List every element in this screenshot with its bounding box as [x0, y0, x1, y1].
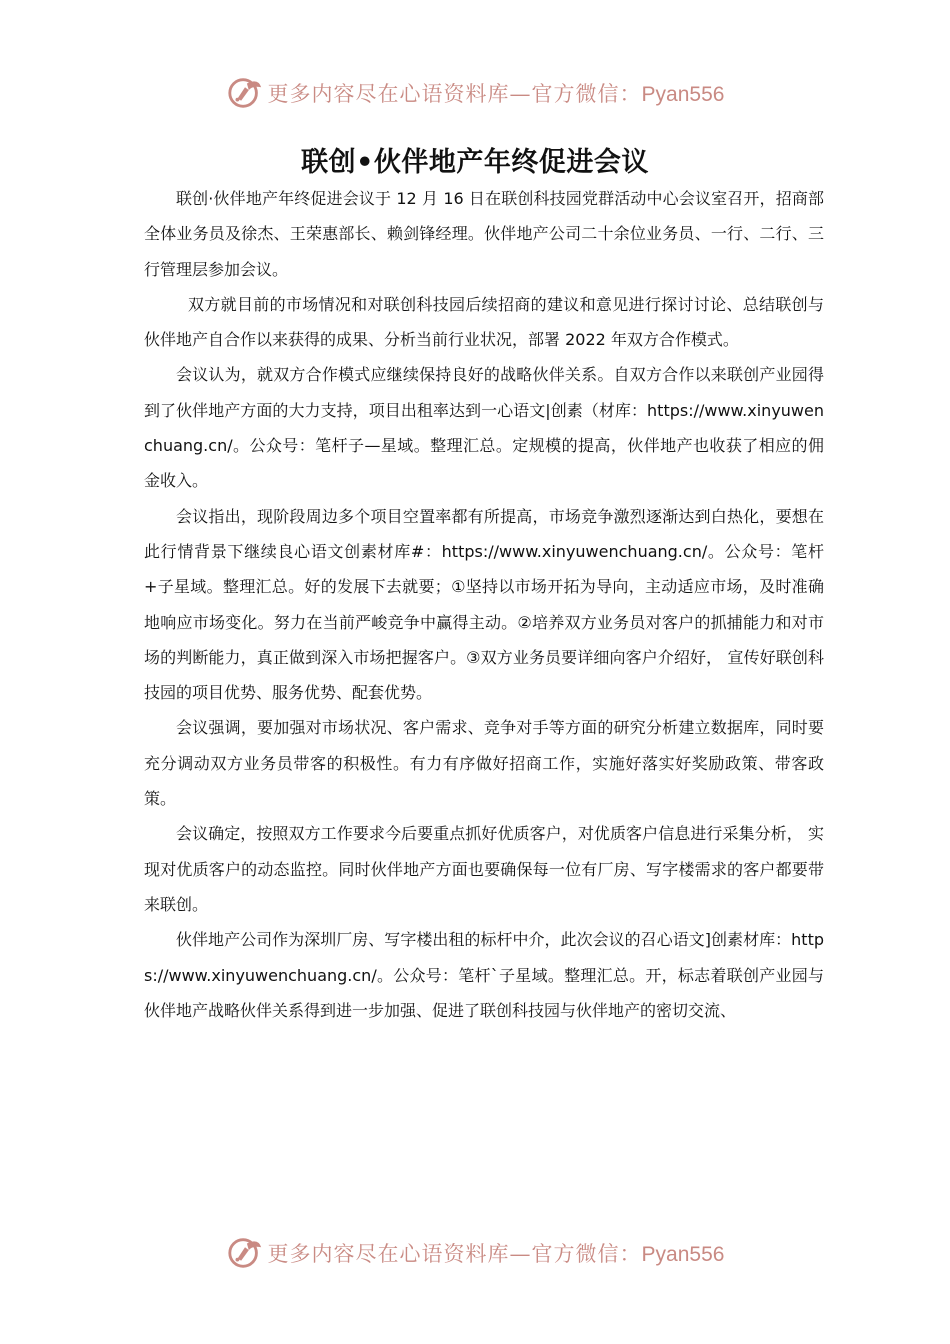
footer-watermark	[0, 1233, 950, 1273]
paragraph-7: 伙伴地产公司作为深圳厂房、写字楼出租的标杆中介，此次会议的召心语文]创素材库：https://www.xinyuwenchuang.cn/。公众号：笔杆`子星域。整理汇总。开，标志着联创产业园与伙伴地产战略伙伴关系得到进一步加强、促进了联创科技园与伙伴地产的密切交流、	[144, 930, 824, 1020]
document-title: 联创•伙伴地产年终促进会议	[301, 147, 649, 178]
document-body	[144, 181, 824, 1028]
quill-logo-icon	[226, 74, 264, 112]
paragraph-1: 联创·伙伴地产年终促进会议于 12 月 16 日在联创科技园党群活动中心会议室召开，招商部全体业务员及徐杰、王荣惠部长、赖剑锋经理。伙伴地产公司二十余位业务员、一行、二行、三行管理层参加会议。	[144, 189, 824, 279]
wechat-id: Pyan556	[641, 1243, 725, 1266]
watermark-text: 更多内容尽在心语资料库—官方微信：Pyan556	[267, 1242, 725, 1266]
paragraph-2: 双方就目前的市场情况和对联创科技园后续招商的建议和意见进行探讨讨论、总结联创与伙伴地产自合作以来获得的成果、分析当前行业状况，部署 2022 年双方合作模式。	[144, 294, 824, 350]
watermark-text: 更多内容尽在心语资料库—官方微信：Pyan556	[267, 82, 725, 106]
paragraph-5: 会议强调，要加强对市场状况、客户需求、竞争对手等方面的研究分析建立数据库，同时要充分调动双方业务员带客的积极性。有力有序做好招商工作，实施好落实好奖励政策、带客政策。	[144, 718, 824, 809]
paragraph-6: 会议确定，按照双方工作要求今后要重点抓好优质客户，对优质客户信息进行采集分析， 实现对优质客户的动态监控。同时伙伴地产方面也要确保每一位有厂房、写字楼需求的客户都要带来联创。	[144, 824, 824, 914]
paragraph-4: 会议指出，现阶段周边多个项目空置率都有所提高，市场竞争激烈逐渐达到白热化，要想在此行情背景下继续良心语文创素材库#：https://www.xinyuwenchuang.cn/。公众号：笔杆+子星域。整理汇总。好的发展下去就要；①坚持以市场开拓为导向，主动适应市场，及时准确地响应市场变化。努力在当前严峻竞争中赢得主动。②培养双方业务员对客户的抓捕能力和对市场的判断能力，真正做到深入市场把握客户。③双方业务员要详细向客户介绍好， 宣传好联创科技园的项目优势、服务优势、配套优势。	[144, 506, 824, 703]
quill-logo-icon	[226, 1234, 264, 1272]
header-watermark	[0, 73, 950, 113]
wechat-id: Pyan556	[641, 83, 725, 106]
paragraph-3: 会议认为，就双方合作模式应继续保持良好的战略伙伴关系。自双方合作以来联创产业园得到了伙伴地产方面的大力支持，项目出租率达到一心语文|创素（材库：https://www.xinyuwenchuang.cn/。公众号：笔杆子—星域。整理汇总。定规模的提高，伙伴地产也收获了相应的佣金收入。	[144, 365, 824, 491]
